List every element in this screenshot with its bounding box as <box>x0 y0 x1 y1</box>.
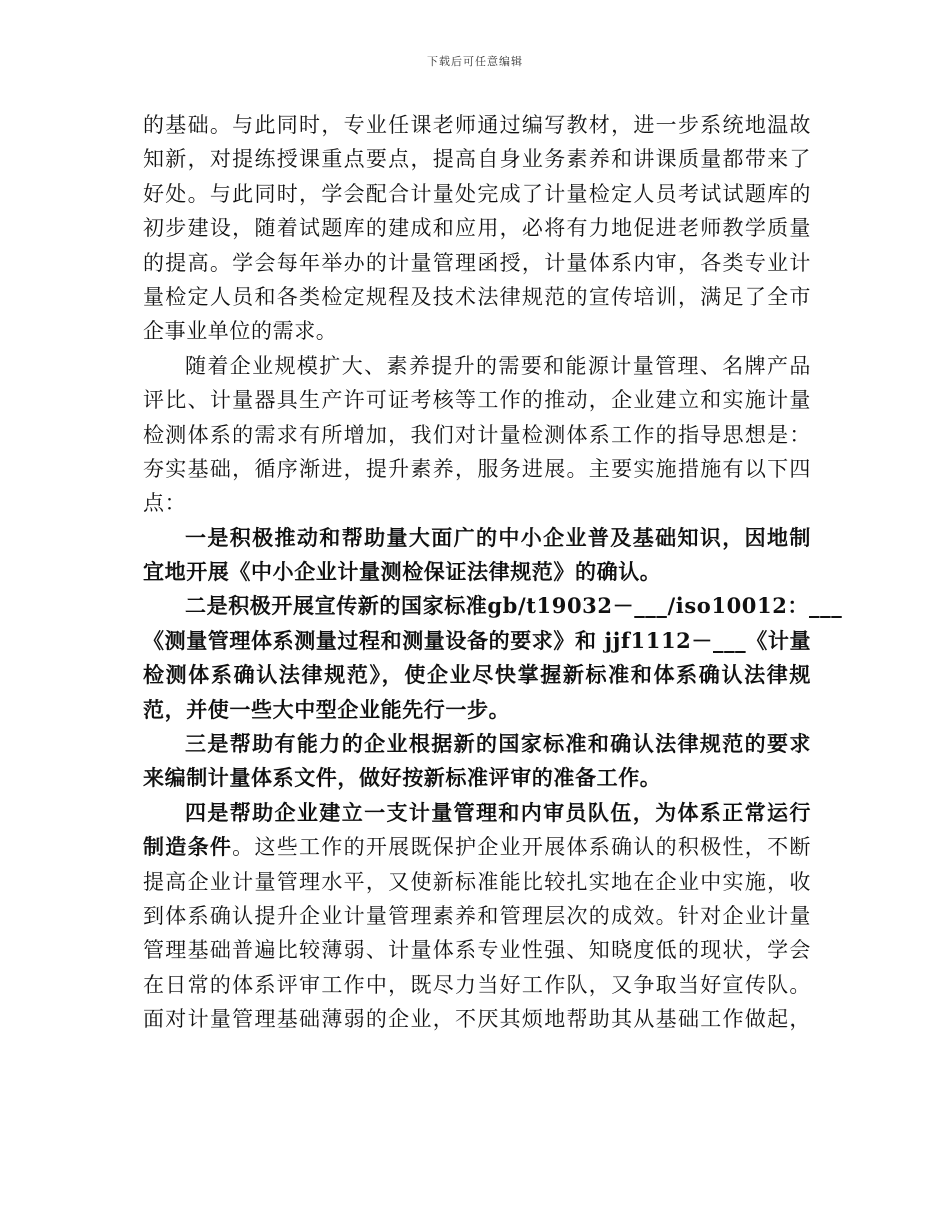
text-line: 一是积极推动和帮助量大面广的中小企业普及基础知识，因地制 <box>185 524 811 550</box>
text-run: 。这些工作的开展既保护企业开展体系确认的积极性，不断 <box>232 835 811 860</box>
document-body <box>143 108 843 1037</box>
text-line: 检测体系确认法律规范》，使企业尽快掌握新标准和体系确认法律规 <box>143 662 811 688</box>
text-line: 初步建设，随着试题库的建成和应用，必将有力地促进老师教学质量 <box>143 216 811 241</box>
text-line: 量检定人员和各类检定规程及技术法律规范的宣传培训，满足了全市 <box>143 284 811 309</box>
text-line: 评比、计量器具生产许可证考核等工作的推动，企业建立和实施计量 <box>143 388 811 413</box>
paragraph-4 <box>143 589 843 727</box>
text-line: 提高企业计量管理水平，又使新标准能比较扎实地在企业中实施，收 <box>143 869 811 894</box>
text-line: 的基础。与此同时，专业任课老师通过编写教材，进一步系统地温故 <box>143 113 811 137</box>
text-line: 随着企业规模扩大、素养提升的需要和能源计量管理、名牌产品 <box>185 353 811 378</box>
text-line: 来编制计量体系文件，做好按新标准评审的准备工作。 <box>143 765 662 791</box>
text-line: 在日常的体系评审工作中，既尽力当好工作队，又争取当好宣传队。 <box>143 972 811 997</box>
text-line: 夯实基础，循序渐进，提升素养，服务进展。主要实施措施有以下四 <box>143 456 811 481</box>
text-line <box>143 830 811 864</box>
text-line: 好处。与此同时，学会配合计量处完成了计量检定人员考试试题库的 <box>143 181 811 206</box>
text-line: 企事业单位的需求。 <box>143 319 338 344</box>
text-line: 的提高。学会每年举办的计量管理函授，计量体系内审，各类专业计 <box>143 250 811 275</box>
text-line: 检测体系的需求有所增加，我们对计量检测体系工作的指导思想是： <box>143 422 811 447</box>
text-line: 点： <box>143 491 187 516</box>
paragraph-3 <box>143 521 811 590</box>
text-line: 宜地开展《中小企业计量测检保证法律规范》的确认。 <box>143 559 662 585</box>
text-line: 二是积极开展宣传新的国家标准gb/t19032－___/iso10012：___ <box>185 593 843 619</box>
text-line: 范，并使一些大中型企业能先行一步。 <box>143 696 511 722</box>
text-line: 到体系确认提升企业计量管理素养和管理层次的成效。针对企业计量 <box>143 903 811 928</box>
page-header: 下载后可任意编辑 <box>427 55 523 68</box>
bold-lead: 制造条件 <box>143 834 233 860</box>
text-line: 面对计量管理基础薄弱的企业，不厌其烦地帮助其从基础工作做起， <box>143 1007 811 1032</box>
text-line: 《测量管理体系测量过程和测量设备的要求》和 jjf1112－___《计量 <box>143 627 812 653</box>
paragraph-2 <box>143 349 811 521</box>
text-line: 知新，对提练授课重点要点，提高自身业务素养和讲课质量都带来了 <box>143 147 811 172</box>
text-line: 四是帮助企业建立一支计量管理和内审员队伍，为体系正常运行 <box>185 799 811 825</box>
paragraph-6 <box>143 796 811 1037</box>
text-line: 管理基础普遍比较薄弱、计量体系专业性强、知晓度低的现状，学会 <box>143 938 811 963</box>
text-line: 三是帮助有能力的企业根据新的国家标准和确认法律规范的要求 <box>185 731 811 757</box>
paragraph-1 <box>143 108 811 349</box>
paragraph-5 <box>143 727 811 796</box>
